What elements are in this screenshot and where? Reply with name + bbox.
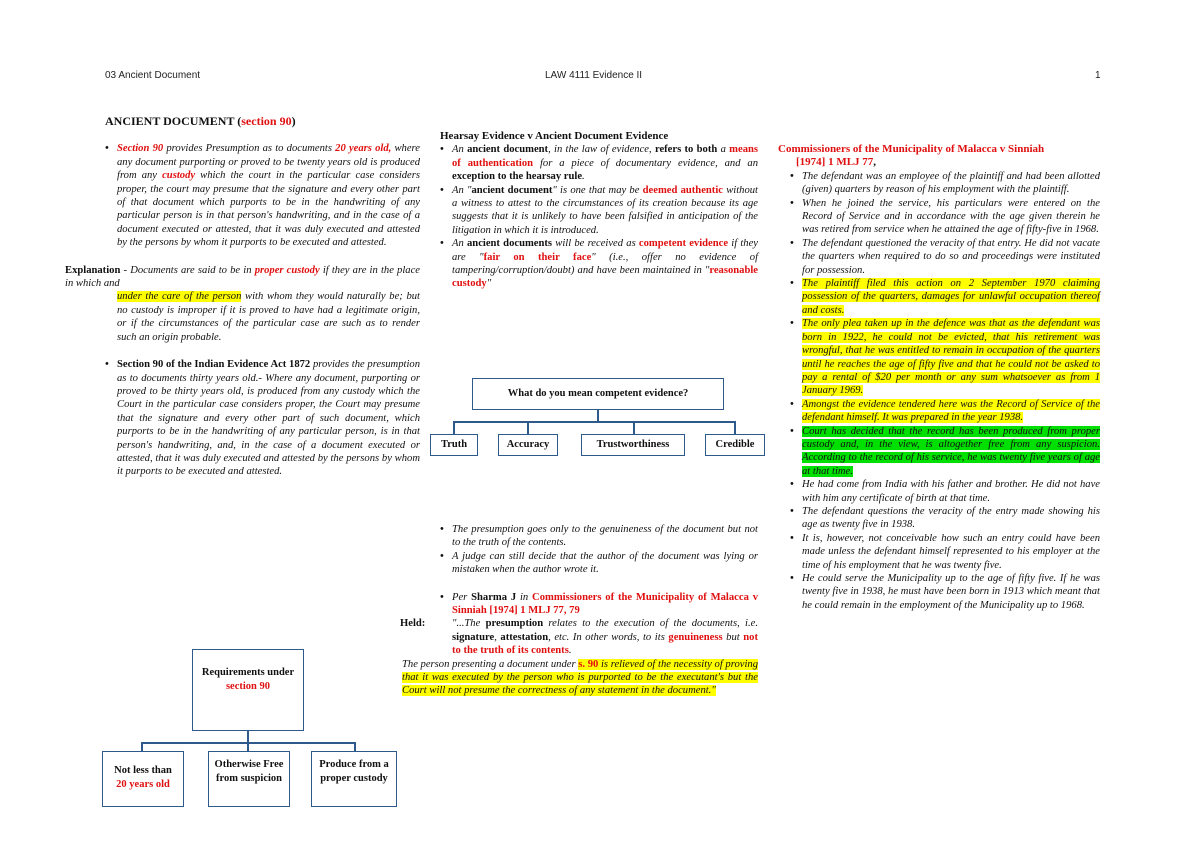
list-item: • The defendant questioned the veracity of that entry. He did not vacate the quarters when required to do so and proceedings were instituted for possession. [802, 237, 1100, 277]
list-item: • An ancient documents will be received as competent evidence if they are "fair on their face" (i.e., offer no evidence of tampering/corruption/doubt) and have been maintained in "reasonable custody" [452, 237, 758, 291]
list-item: • The defendant was an employee of the plaintiff and had been allotted (given) quarters by reason of his employment with the plaintiff. [802, 170, 1100, 197]
header-page-number: 1 [1095, 70, 1101, 81]
list-item: • Court has decided that the record has been produced from proper custody and, in the view, is altogether free from any suspicion. According to the record of his service, he was twenty five years of age at that time. [802, 425, 1100, 479]
list-item: • A judge can still decide that the author of the document was lying or mistaken when the author wrote it. [452, 550, 758, 577]
final-paragraph: The person presenting a document under s. 90 is relieved of the necessity of proving that it was executed by the person who is purported to be the executant's but the Court will not presume the correctness of any statement in the document." [402, 658, 758, 697]
header-doc-title: 03 Ancient Document [105, 70, 201, 81]
presumption-list [440, 523, 758, 577]
held-paragraph: Held: "...The presumption relates to the execution of the documents, i.e. signature, attestation, etc. In other words, to its genuineness but not to the truth of its contents. [400, 618, 758, 657]
requirement-custody-box: Produce from a proper custody [311, 751, 397, 807]
case-heading: Commissioners of the Municipality of Malacca v Sinniah [1974] 1 MLJ 77, [778, 143, 1045, 169]
column-middle [440, 130, 758, 291]
case-facts-list [790, 170, 1100, 612]
competent-evidence-question-box: What do you mean competent evidence? [472, 378, 724, 410]
option-trustworthiness-box: Trustworthiness [581, 434, 685, 456]
list-item: • It is, however, not conceivable how such an entry could have been made unless the defendant himself represented to his employer at the time of his employment that he was twenty five. [802, 532, 1100, 572]
list-item: • Amongst the evidence tendered here was the Record of Service of the defendant himself. It was prepared in the year 1938. [802, 398, 1100, 425]
list-item: • He had come from India with his father and brother. He did not have with him any certificate of birth at that time. [802, 478, 1100, 505]
hearsay-list [440, 143, 758, 290]
requirement-suspicion-box: Otherwise Free from suspicion [208, 751, 290, 807]
list-item: • The defendant questions the veracity of the entry made showing his age as twenty five in 1938. [802, 505, 1100, 532]
option-credible-box: Credible [705, 434, 765, 456]
column-middle-lower [400, 523, 758, 698]
section-title: ANCIENT DOCUMENT (section 90) [105, 114, 296, 128]
case-citation-list [440, 591, 758, 618]
list-item: • An ancient document, in the law of evidence, refers to both a means of authentication for a piece of documentary evidence, and an exception to the hearsay rule. [452, 143, 758, 183]
requirement-age-box: Not less than 20 years old [102, 751, 184, 807]
explanation-paragraph: Explanation - Documents are said to be in proper custody if they are in the place in which and under the care of the person with whom they would naturally be; but no custody is improper if it is proved to have had a legitimate origin, or if the circumstances of the particular case are such as to render such an origin probable. [65, 264, 420, 343]
list-item: • Section 90 provides Presumption as to documents 20 years old, where any document purporting or proved to be twenty years old is produced from any custody which the court in the particular case considers proper, the court may presume that the signature and every other part of that document which purports to be in the handwriting of any particular person is in that person's handwriting, and in the case of a document executed or attested, that it was duly executed and attested by the persons by whom it purports to be executed and attested. [117, 142, 420, 249]
hearsay-heading: Hearsay Evidence v Ancient Document Evidence [440, 130, 669, 142]
column-right [778, 143, 1100, 612]
requirements-root-box: Requirements under section 90 [192, 649, 304, 731]
list-item: • The plaintiff filed this action on 2 September 1970 claiming possession of the quarters, damages for unlawful occupation thereof and costs. [802, 277, 1100, 317]
section90-list [105, 142, 420, 249]
list-item: • The presumption goes only to the genuineness of the document but not to the truth of the contents. [452, 523, 758, 550]
option-truth-box: Truth [430, 434, 478, 456]
list-item: • An "ancient document" is one that may be deemed authentic without a witness to attest to the circumstances of its creation because its age suggests that it is unlikely to have been falsified in anticipation of the litigation in which it is introduced. [452, 184, 758, 238]
list-item: • Per Sharma J in Commissioners of the Municipality of Malacca v Sinniah [1974] 1 MLJ 77, 79 [452, 591, 758, 618]
header-course: LAW 4111 Evidence II [545, 70, 643, 81]
option-accuracy-box: Accuracy [498, 434, 558, 456]
list-item: • Section 90 of the Indian Evidence Act 1872 provides the presumption as to documents thirty years old.- Where any document, purporting or proved to be thirty years old, is produced from any custody which the Court in the particular case considers proper, the Court may presume that the signature and every other part of such document, which purports to be in the handwriting of any particular person, is in that person's handwriting, and, in the case of a document executed or attested, that it was duly executed and attested by the persons by whom it purports to be executed and attested. [117, 358, 420, 479]
list-item: • The only plea taken up in the defence was that as the defendant was born in 1922, he could not be evicted, that his retirement was wrongful, that he was entitled to remain in occupation of the quarters until he reaches the age of fifty five and that he could not be asked to pay a rental of $20 per month or any sum whatsoever as from 1 January 1969. [802, 317, 1100, 397]
indian-act-list [105, 358, 420, 479]
list-item: • When he joined the service, his particulars were entered on the Record of Service and in accordance with the age given therein he was retired from service when he attained the age of fifty-five in 1968. [802, 197, 1100, 237]
column-left [65, 114, 421, 479]
list-item: • He could serve the Municipality up to the age of fifty five. If he was twenty five in 1938, he must have been born in 1913 which meant that he could remain in the employment of the Municipality up to 1968. [802, 572, 1100, 612]
